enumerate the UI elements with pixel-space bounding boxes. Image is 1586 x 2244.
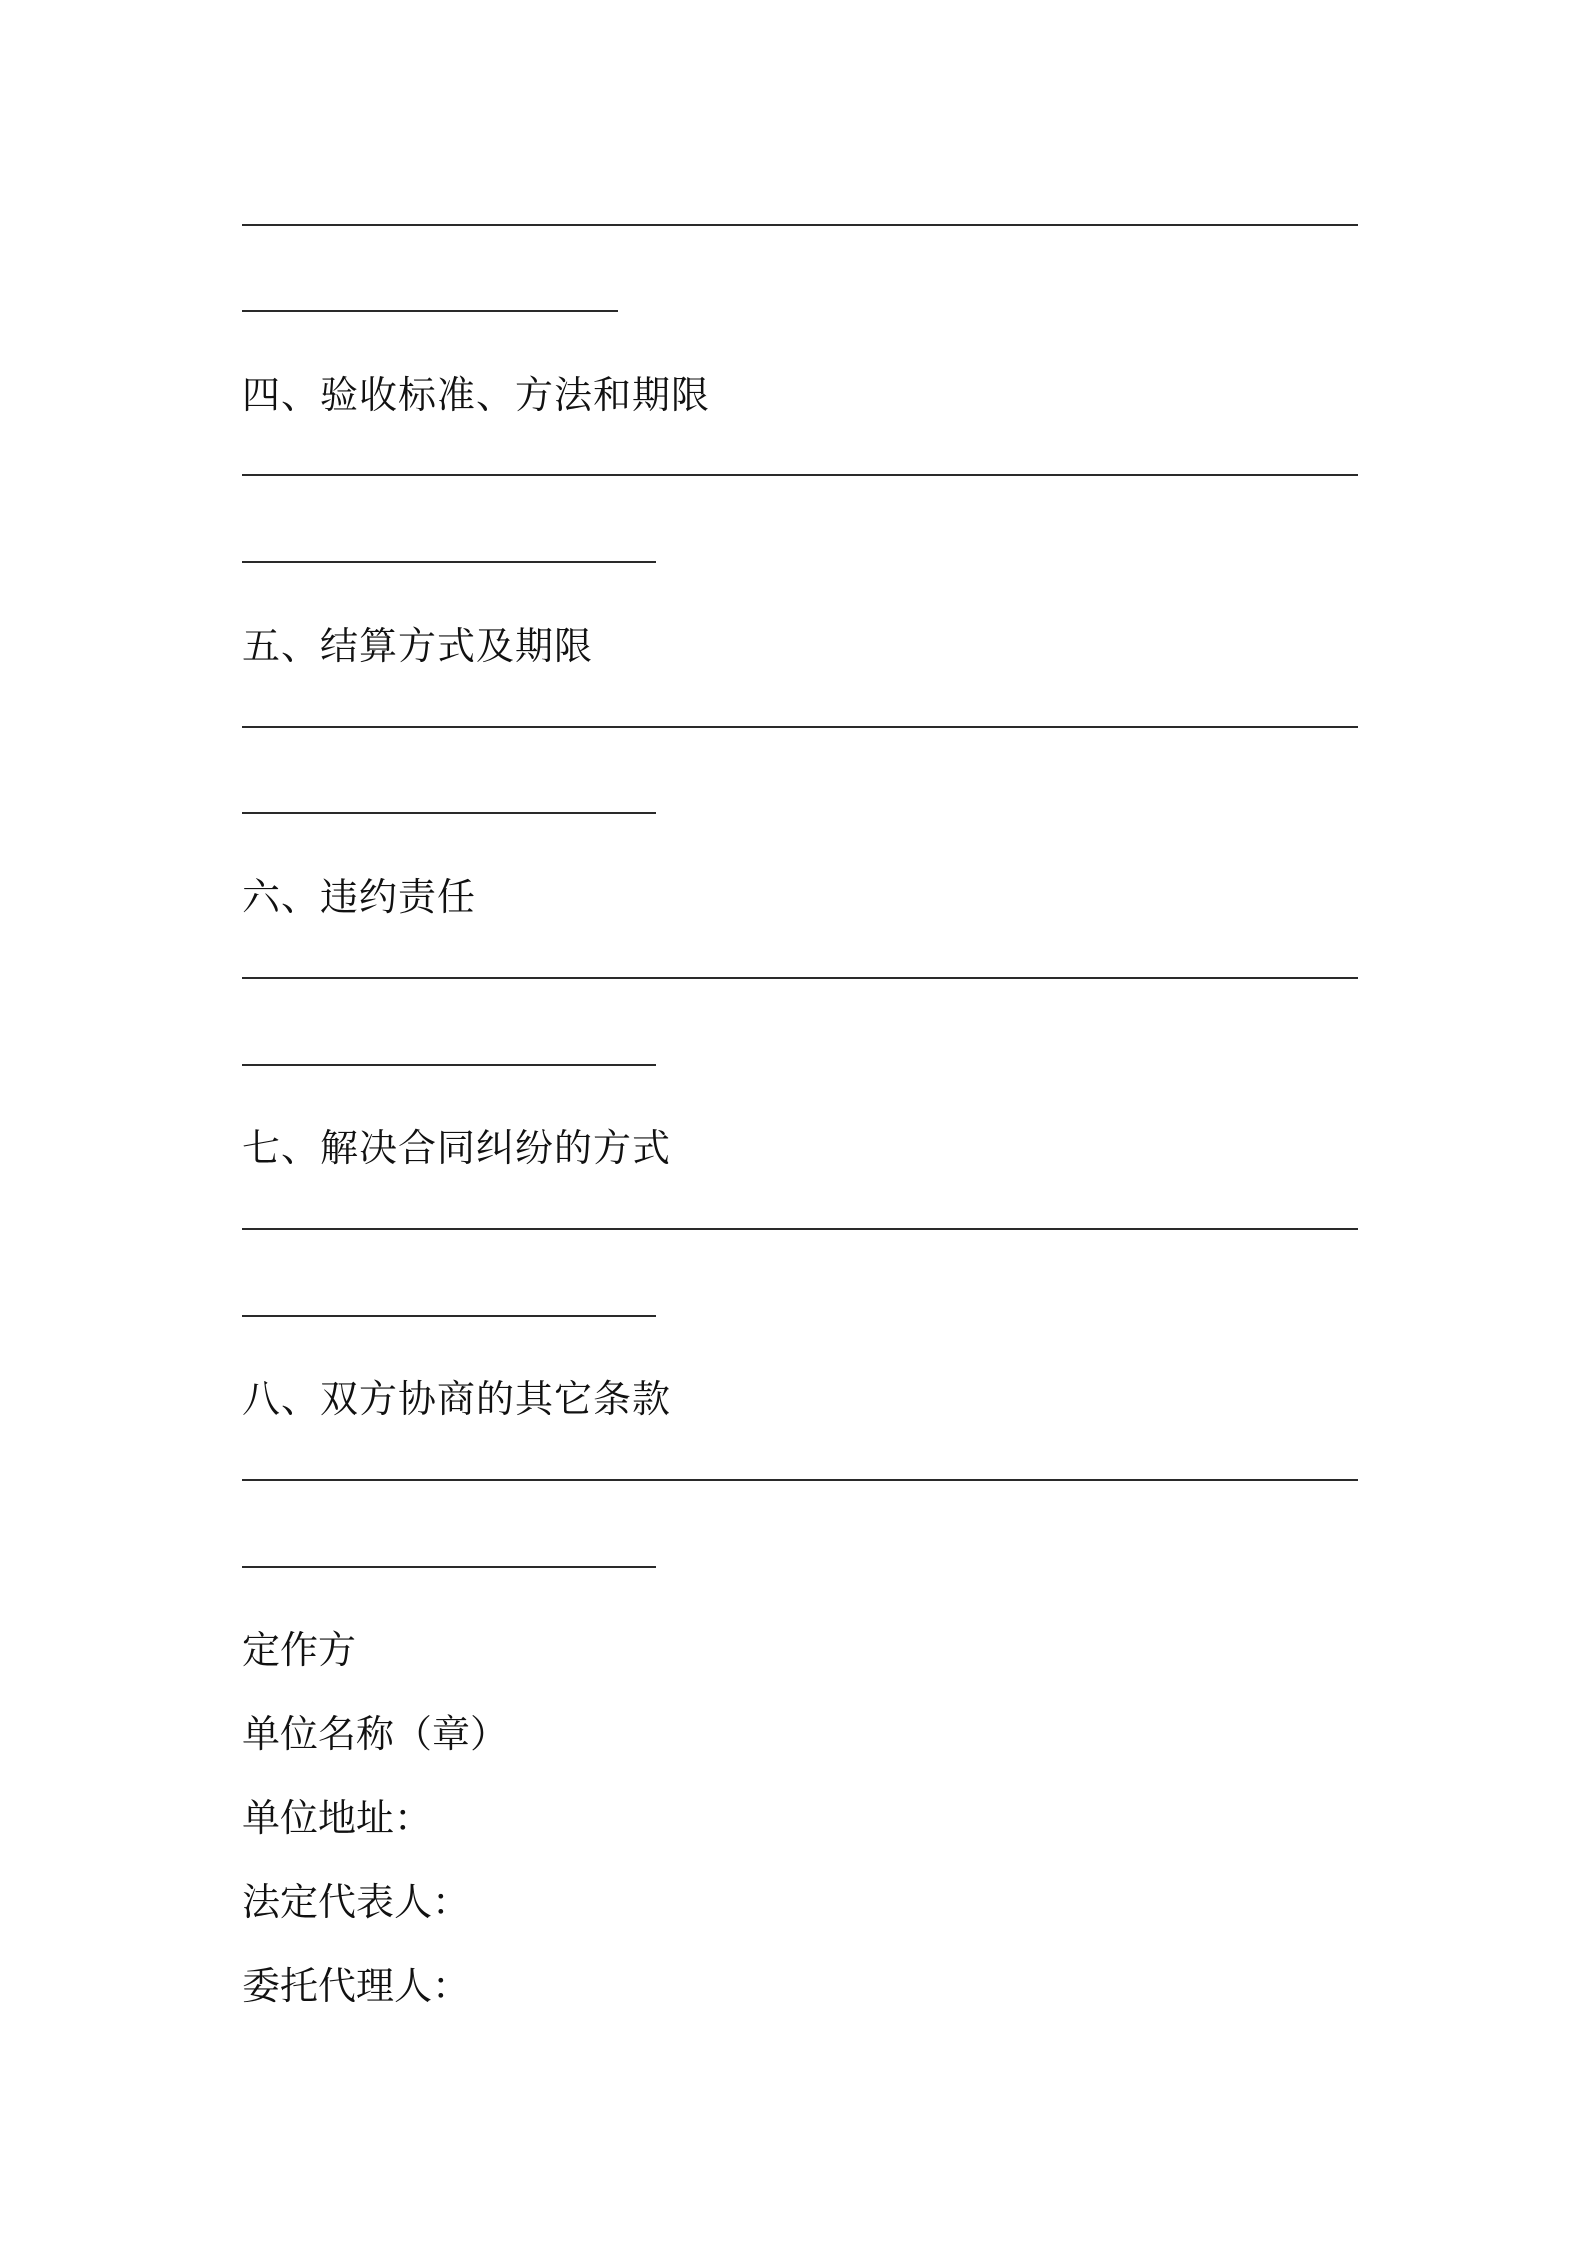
party-label: 定作方: [242, 1628, 357, 1672]
section-heading-6: 六、违约责任: [242, 875, 477, 919]
blank-line: [242, 1064, 656, 1066]
blank-line: [242, 310, 618, 312]
blank-line: [242, 561, 656, 563]
blank-line: [242, 977, 1358, 979]
agent-label: 委托代理人：: [242, 1964, 471, 2008]
blank-line: [242, 224, 1358, 226]
blank-line: [242, 812, 656, 814]
unit-name-label: 单位名称（章）: [242, 1712, 509, 1756]
section-heading-7: 七、解决合同纠纷的方式: [242, 1126, 672, 1170]
blank-line: [242, 726, 1358, 728]
blank-line: [242, 1566, 656, 1568]
blank-line: [242, 1479, 1358, 1481]
legal-rep-label: 法定代表人：: [242, 1880, 471, 1924]
blank-line: [242, 1228, 1358, 1230]
blank-line: [242, 474, 1358, 476]
section-heading-8: 八、双方协商的其它条款: [242, 1377, 672, 1421]
section-heading-4: 四、验收标准、方法和期限: [242, 373, 711, 417]
blank-line: [242, 1315, 656, 1317]
unit-address-label: 单位地址：: [242, 1796, 433, 1840]
section-heading-5: 五、结算方式及期限: [242, 624, 594, 668]
